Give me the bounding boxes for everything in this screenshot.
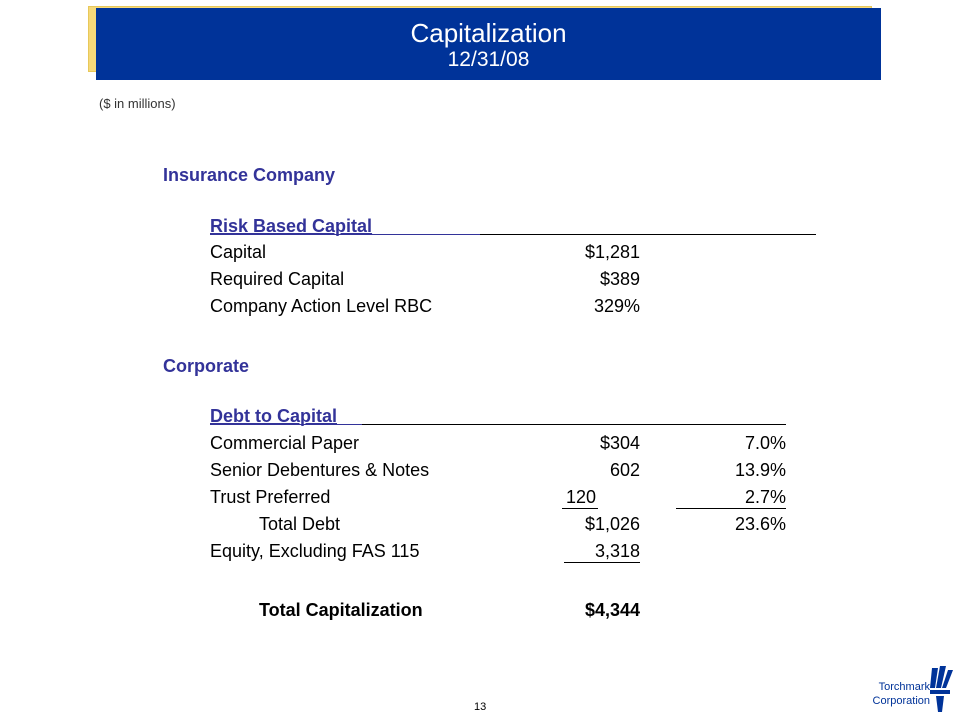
debt-row-notes-pct: 13.9% — [734, 460, 786, 480]
debt-row-total-debt-pct: 23.6% — [734, 514, 786, 534]
debt-rule — [362, 424, 786, 425]
debt-row-trust-value: 120 — [566, 487, 597, 507]
debt-row-total-debt-value: $1,026 — [584, 514, 640, 534]
trust-value-underline — [562, 508, 598, 509]
rbc-row-required-label: Required Capital — [210, 269, 345, 289]
debt-row-trust-pct: 2.7% — [744, 487, 786, 507]
rbc-underline — [210, 234, 480, 235]
company-name-line2: Corporation — [872, 695, 930, 707]
rbc-row-action-level-label: Company Action Level RBC — [210, 296, 433, 316]
page-date: 12/31/08 — [447, 48, 530, 71]
debt-row-equity-label: Equity, Excluding FAS 115 — [210, 541, 420, 561]
debt-row-notes-label: Senior Debentures & Notes — [210, 460, 430, 480]
total-cap-label: Total Capitalization — [259, 600, 423, 620]
debt-row-total-debt-label: Total Debt — [259, 514, 341, 534]
total-cap-value: $4,344 — [584, 600, 640, 620]
debt-subsection-title: Debt to Capital — [210, 406, 338, 426]
debt-row-equity-value: 3,318 — [594, 541, 640, 561]
debt-row-cp-label: Commercial Paper — [210, 433, 360, 453]
company-name — [852, 680, 930, 708]
units-note: ($ in millions) — [99, 96, 176, 111]
debt-underline — [210, 424, 362, 425]
trust-pct-underline — [676, 508, 786, 509]
debt-row-cp-pct: 7.0% — [744, 433, 786, 453]
rbc-row-action-level-value: 329% — [593, 296, 640, 316]
equity-value-underline — [564, 562, 640, 563]
rbc-row-capital-label: Capital — [210, 242, 267, 262]
rbc-subsection-title: Risk Based Capital — [210, 216, 373, 236]
insurance-section-title: Insurance Company — [163, 165, 336, 185]
title-banner — [96, 8, 881, 80]
corporate-section-title: Corporate — [163, 356, 250, 376]
page-number: 13 — [474, 701, 487, 713]
rbc-row-capital-value: $1,281 — [584, 242, 640, 262]
rbc-row-required-value: $389 — [599, 269, 640, 289]
company-name-line1: Torchmark — [878, 681, 930, 693]
rbc-rule — [480, 234, 816, 235]
debt-row-trust-label: Trust Preferred — [210, 487, 331, 507]
torch-logo-icon — [926, 664, 954, 714]
debt-row-notes-value: 602 — [609, 460, 640, 480]
debt-row-cp-value: $304 — [599, 433, 640, 453]
page-title: Capitalization — [410, 18, 567, 48]
